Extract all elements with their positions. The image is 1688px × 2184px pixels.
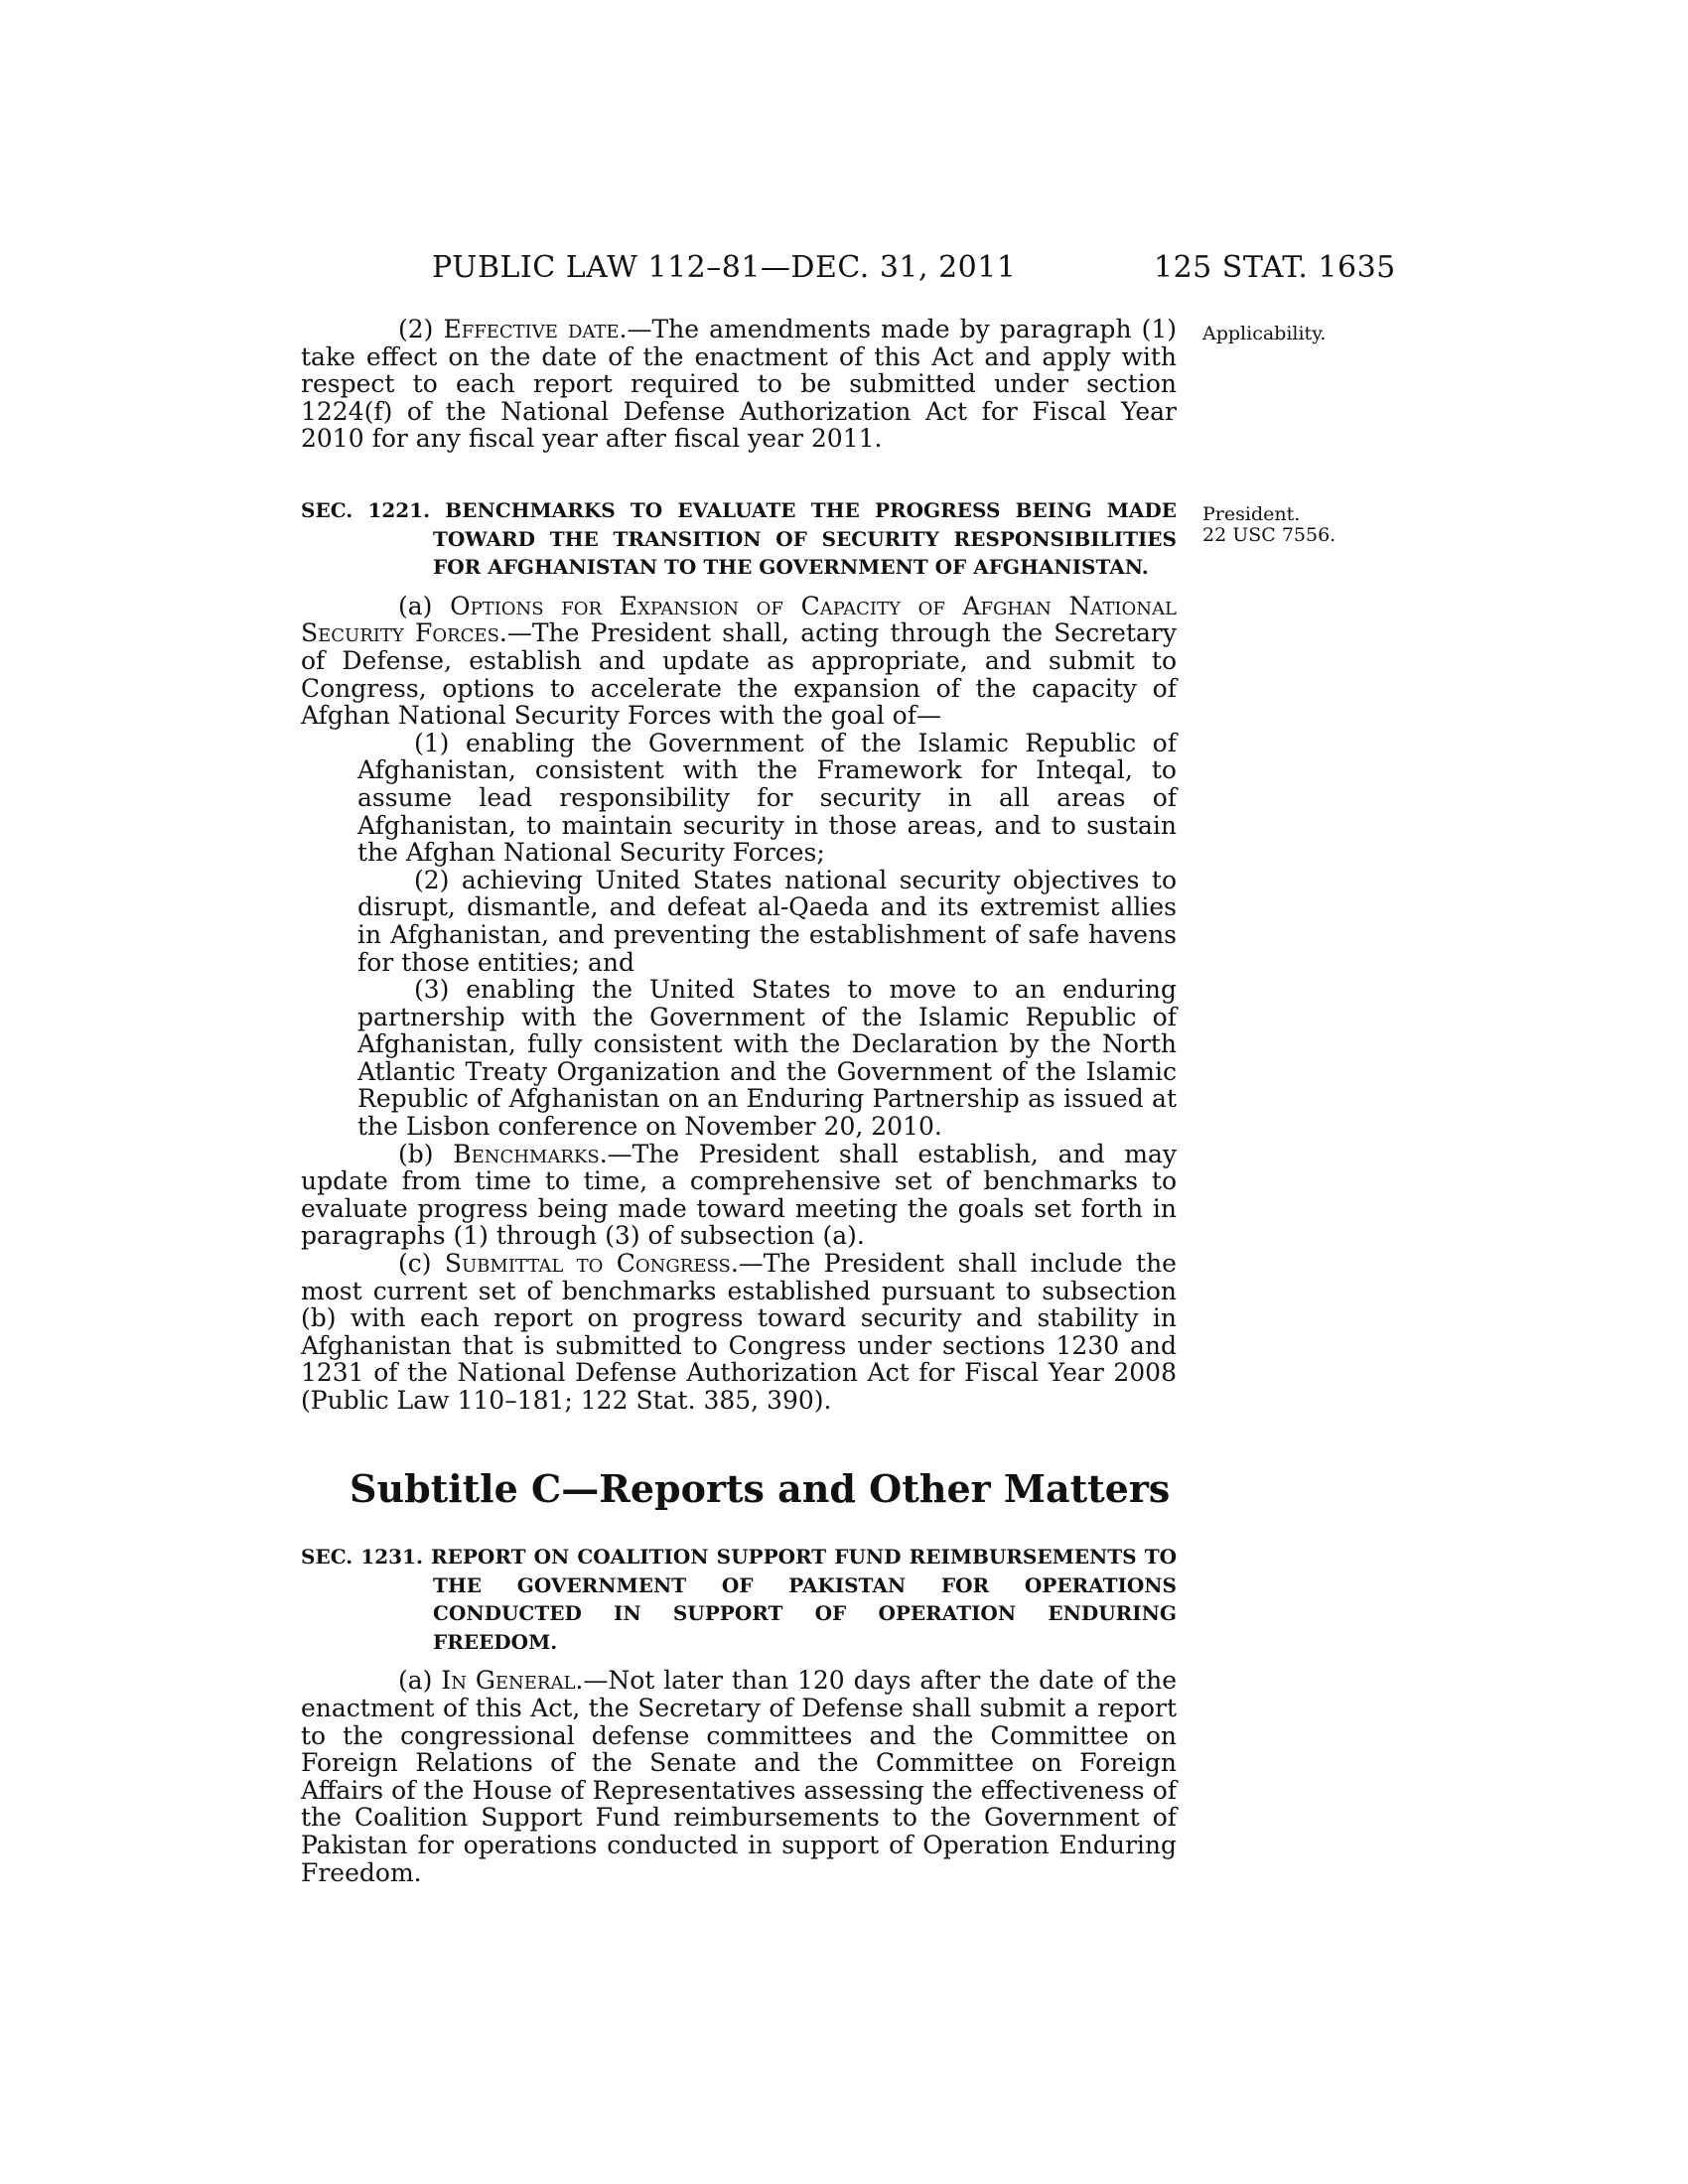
section-1221 — [301, 496, 1177, 1415]
list-item: (3) enabling the United States to move to an enduring partnership with the Government of the Islamic Republic of Afghanistan, fully consistent with the Declaration by the North Atlantic Treaty Organization and the Government of the Islamic Republic of Afghanistan on an Enduring Partnership as issued at the Lisbon conference on November 20, 2010. — [357, 975, 1177, 1142]
subtitle-heading: Subtitle C—Reports and Other Matters — [350, 1466, 1171, 1511]
paragraph-heading: Effective date. — [443, 315, 628, 343]
section-heading: SEC. 1221. BENCHMARKS TO EVALUATE THE PROGRESS BEING MADE TOWARD THE TRANSITION OF SECURITY RESPONSIBILITIES FOR AFGHANISTAN TO THE GOVERNMENT OF AFGHANISTAN. — [301, 498, 1177, 580]
paragraph-effective-date: (2) Effective date.—The amendments made by paragraph (1) take effect on the date of the enactment of this Act and apply with respect to each report required to be submitted under section 1224(f) of the National Defense Authorization Act for Fiscal Year 2010 for any fiscal year after fiscal year 2011. — [301, 315, 1178, 454]
list-item: (2) achieving United States national security objectives to disrupt, dismantle, and defeat al-Qaeda and its extremist allies in Afghanistan, and preventing the establishment of safe havens for those entities; and — [357, 865, 1177, 977]
effective-date-block — [301, 316, 1177, 453]
section-1231 — [301, 1543, 1177, 1886]
subsection-a: (a) In General.—Not later than 120 days after the date of the enactment of this Act, the Secretary of Defense shall submit a report to the congressional defense committees and the Committee on Foreign Relations of the Senate and the Committee on Foreign Affairs of the House of Representatives assessing the effectiveness of the Coalition Support Fund reimbursements to the Government of Pakistan for operations conducted in support of Operation Enduring Freedom. — [301, 1666, 1177, 1887]
running-header-page-number: 125 STAT. 1635 — [1154, 250, 1396, 285]
margin-note-president: President. — [1202, 503, 1301, 525]
subsection-c: (c) Submittal to Congress.—The President shall include the most current set of benchmarks established pursuant to subsection (b) with each report on progress toward security and stability in Afghanistan that is submitted to Congress under sections 1230 and 1231 of the National Defense Authorization Act for Fiscal Year 2008 (Public Law 110–181; 122 Stat. 385, 390). — [301, 1249, 1177, 1415]
list-item: (1) enabling the Government of the Islamic Republic of Afghanistan, consistent with the Framework for Inteqal, to assume lead responsibility for security in all areas of Afghanistan, to maintain security in those areas, and to sustain the Afghan National Security Forces; — [357, 728, 1177, 868]
margin-note-usc: 22 USC 7556. — [1202, 524, 1336, 546]
margin-note-applicability: Applicability. — [1202, 323, 1327, 344]
subsection-b: (b) Benchmarks.—The President shall establish, and may update from time to time, a comprehensive set of benchmarks to evaluate progress being made toward meeting the goals set forth in paragraphs (1) through (3) of subsection (a). — [301, 1139, 1177, 1251]
subsection-heading: In General. — [441, 1666, 584, 1696]
subsection-heading: Benchmarks. — [453, 1139, 608, 1168]
section-heading: SEC. 1231. REPORT ON COALITION SUPPORT FUND REIMBURSEMENTS TO THE GOVERNMENT OF PAKISTAN FOR OPERATIONS CONDUCTED IN SUPPORT OF OPERATION ENDURING FREEDOM. — [301, 1545, 1177, 1654]
subsection-heading: Options for Expansion of Capacity of Afghan National Security Forces. — [301, 591, 1177, 648]
subsection-a: (a) Options for Expansion of Capacity of Afghan National Security Forces.—The President shall, acting through the Secretary of Defense, establish and update as appropriate, and submit to Congress, options to accelerate the expansion of the capacity of Afghan National Security Forces with the goal of— — [301, 591, 1177, 731]
subsection-heading: Submittal to Congress. — [444, 1249, 739, 1279]
running-header-title: PUBLIC LAW 112–81—DEC. 31, 2011 — [432, 250, 1017, 285]
